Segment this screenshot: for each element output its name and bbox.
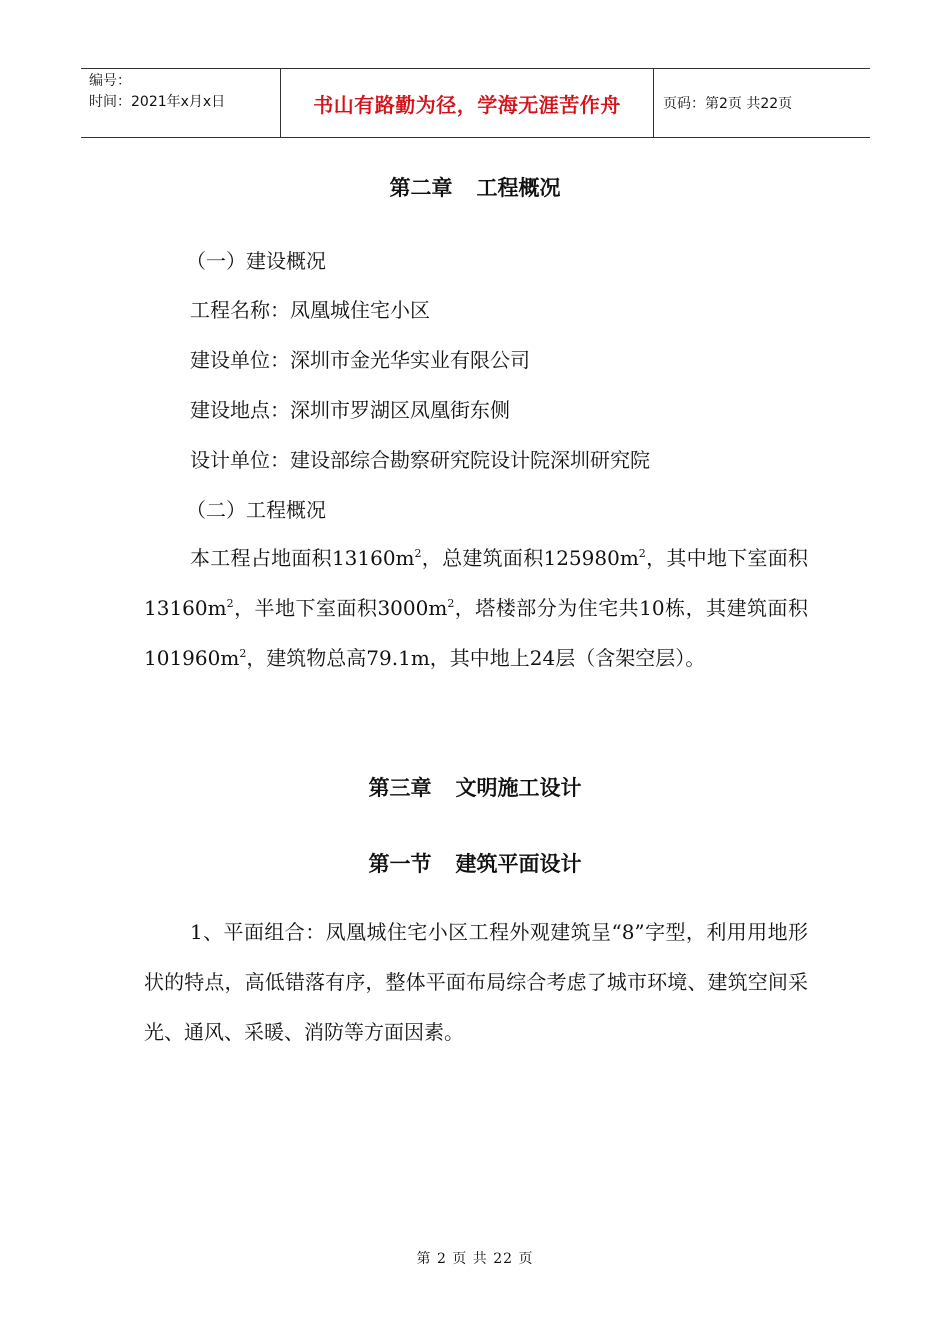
header-motto-cell xyxy=(281,69,654,137)
superscript-2: 2 xyxy=(638,547,646,560)
plan-layout-paragraph: 1、平面组合：凤凰城住宅小区工程外观建筑呈“8”字型，利用用地形状的特点，高低错落有序，整体平面布局综合考虑了城市环境、建筑空间采光、通风、采暖、消防等方面因素。 xyxy=(144,920,808,1044)
header-meta-cell xyxy=(81,69,281,137)
project-name-line: 工程名称：凤凰城住宅小区 xyxy=(190,298,430,322)
chapter-3-title: 文明施工设计 xyxy=(455,776,582,800)
header-motto: 书山有路勤为径，学海无涯苦作舟 xyxy=(313,92,621,117)
section-1-heading: （一）建设概况 xyxy=(186,249,326,273)
section-one-number: 第一节 xyxy=(368,852,432,876)
designer-line: 设计单位：建设部综合勘察研究院设计院深圳研究院 xyxy=(190,448,650,472)
section-one-title: 建筑平面设计 xyxy=(455,852,582,876)
superscript-2: 2 xyxy=(226,597,234,610)
superscript-2: 2 xyxy=(414,547,422,560)
project-overview-paragraph xyxy=(144,533,808,683)
overview-text-3: ，其中地下室面积13160m xyxy=(144,546,809,620)
chapter-2-heading xyxy=(0,172,950,202)
overview-text-4: ，半地下室面积3000m xyxy=(233,596,448,620)
chapter-3-number: 第三章 xyxy=(368,776,432,800)
chapter-2-number: 第二章 xyxy=(389,176,453,200)
chapter-2-title: 工程概况 xyxy=(476,176,561,200)
superscript-2: 2 xyxy=(447,597,455,610)
time-label: 时间：2021年x月x日 xyxy=(89,94,226,110)
overview-text-5: ，塔楼部分为住宅共10栋，其建筑面积101960m xyxy=(144,596,808,670)
section-one-heading xyxy=(0,848,950,878)
chapter-3-heading xyxy=(0,772,950,802)
overview-text-2: ，总建筑面积125980m xyxy=(421,546,639,570)
header-page-info: 页码：第2页 共22页 xyxy=(663,96,793,112)
location-line: 建设地点：深圳市罗湖区凤凰街东侧 xyxy=(190,398,510,422)
overview-text-1: 本工程占地面积13160m xyxy=(190,546,415,570)
section-2-heading: （二）工程概况 xyxy=(186,498,326,522)
overview-text-6: ，建筑物总高79.1m，其中地上24层（含架空层）。 xyxy=(246,646,706,670)
page-header xyxy=(81,68,870,138)
number-label: 编号： xyxy=(89,73,131,89)
superscript-2: 2 xyxy=(239,647,247,660)
page-footer: 第 2 页 共 22 页 xyxy=(416,1251,534,1267)
builder-line: 建设单位：深圳市金光华实业有限公司 xyxy=(190,348,530,372)
header-page-cell xyxy=(654,69,870,137)
